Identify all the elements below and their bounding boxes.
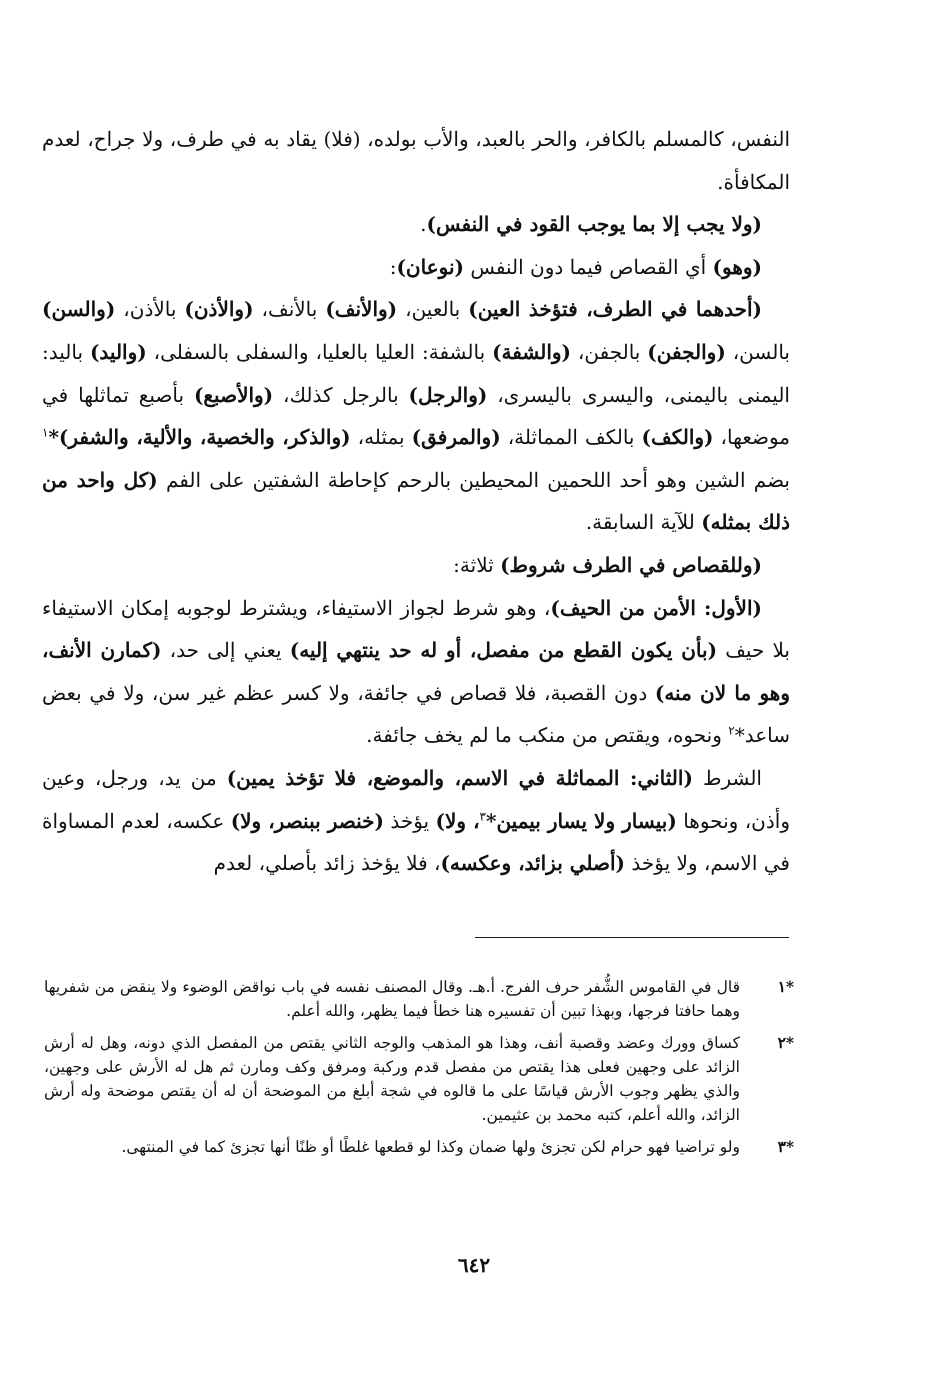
footnote-text: قال في القاموس الشُّفر حرف الفرج. أ.هـ. وقال المصنف نفسه في باب نواقض الوضوء ولا ينقض من شفريها وهما حافتا فرجها، وبهذا تبين أن تفسيره هنا خطأ فيما يظهر، والله أعلم.: [44, 978, 740, 1020]
bold-run: (واليد): [89, 339, 147, 364]
paragraph-3: [42, 246, 790, 289]
text-run: باليد: اليمنى باليمنى، واليسرى باليسرى،: [42, 339, 790, 407]
text-run: يعني إلى حد،: [161, 638, 290, 663]
bold-run: (وللقصاص في الطرف شروط): [500, 552, 762, 577]
text-run: بأصبع تماثلها في موضعها،: [42, 382, 790, 450]
text-run: بالرجل كذلك،: [273, 382, 409, 407]
text-run: .: [420, 212, 427, 237]
text-run: دون القصبة، فلا قصاص في جائفة، ولا كسر عظم غير سن، ولا في بعض ساعد*: [42, 680, 790, 748]
paragraph-7: [42, 757, 790, 885]
footnote-3: [44, 1135, 794, 1159]
bold-run: (والجفن): [647, 339, 726, 364]
bold-run: (والرجل): [408, 382, 488, 407]
bold-run: (الثاني: المماثلة في الاسم، والموضع، فلا تؤخذ يمين): [226, 765, 693, 790]
bold-run: (بأن يكون القطع من مفصل، أو له حد ينتهي إليه): [289, 638, 718, 663]
footnote-2: [44, 1031, 794, 1127]
footnote-mark: *٢: [777, 1033, 794, 1052]
text-run: أي القصاص فيما دون النفس: [463, 254, 713, 279]
text-run: بالسن،: [725, 339, 790, 364]
bold-run: (وهو): [712, 254, 762, 279]
paragraph-2: [42, 203, 790, 246]
text-run: بالكف المماثلة،: [500, 425, 642, 450]
footnote-ref-1[interactable]: ١: [42, 425, 49, 440]
text-run: للآية السابقة.: [585, 510, 702, 535]
bold-run: (أصلي بزائد، وعكسه): [440, 851, 626, 876]
footnotes: [44, 975, 794, 1167]
bold-run: (الأول: الأمن من الحيف): [550, 595, 762, 620]
footnote-separator: [475, 937, 789, 938]
paragraph-6: [42, 587, 790, 757]
bold-run: (ولا يجب إلا بما يوجب القود في النفس): [426, 212, 762, 237]
footnote-mark: *٣: [777, 1137, 794, 1156]
text-run: بمثله،: [350, 425, 412, 450]
footnote-ref-2[interactable]: ٢: [728, 723, 735, 738]
paragraph-5: [42, 544, 790, 587]
text-run: بالعين،: [397, 297, 469, 322]
text-run: ونحوه، ويقتص من منكب ما لم يخف جائفة.: [366, 723, 729, 748]
paragraph-1: [42, 118, 790, 203]
bold-run: ، ولا): [435, 808, 480, 833]
text-run: ، وهو شرط لجواز الاستيفاء، ويشترط لوجوبه إمكان الاستيفاء بلا حيف: [42, 595, 790, 663]
text-run: ثلاثة:: [453, 552, 501, 577]
bold-run: (والسن): [42, 297, 116, 322]
text-run: من يد، ورجل، وعين وأذن، ونحوها: [42, 765, 790, 833]
text-run: النفس، كالمسلم بالكافر، والحر بالعبد، والأب بولده، (فلا) يقاد به في طرف، ولا جراح، لعدم المكافأة.: [42, 127, 790, 194]
text-run: بالأذن،: [115, 297, 185, 322]
main-text: [42, 118, 790, 885]
bold-run: (كل واحد من ذلك بمثله): [42, 467, 790, 535]
text-run: بالأنف،: [253, 297, 326, 322]
paragraph-4: [42, 288, 790, 544]
footnote-ref-3[interactable]: ٣: [479, 808, 486, 823]
text-run: عكسه، لعدم المساواة في الاسم، ولا يؤخذ: [42, 808, 790, 876]
bold-run: (بيسار ولا يسار بيمين*: [485, 808, 677, 833]
footnote-text: ولو تراضيا فهو حرام لكن تجزئ ولها ضمان وكذا لو قطعها غلطًا أو ظنًا أنها تجزئ كما في المنتهى.: [121, 1138, 740, 1156]
text-run: الشرط: [692, 765, 762, 790]
bold-run: (والشفة): [492, 339, 571, 364]
text-run: ، فلا يؤخذ زائد بأصلي، لعدم: [213, 851, 441, 876]
bold-run: (والمرفق): [411, 425, 501, 450]
footnote-1: [44, 975, 794, 1023]
bold-run: (والذكر، والخصية، والألية، والشفر)*: [48, 425, 351, 450]
page-number: ٦٤٢: [457, 1253, 491, 1277]
text-run: بالجفن،: [571, 339, 648, 364]
bold-run: (نوعان): [396, 254, 464, 279]
text-run: بضم الشين وهو أحد اللحمين المحيطين بالرحم كإحاطة الشفتين على الفم: [157, 467, 790, 492]
bold-run: (والأنف): [325, 297, 398, 322]
bold-run: (والأصبع): [193, 382, 274, 407]
bold-run: (كمارن الأنف، وهو ما لان منه): [42, 638, 790, 705]
text-run: :: [389, 254, 397, 279]
bold-run: (والكف): [641, 425, 714, 450]
bold-run: (أحدهما في الطرف، فتؤخذ العين): [468, 297, 762, 322]
footnote-mark: *١: [777, 977, 794, 996]
text-run: بالشفة: العليا بالعليا، والسفلى بالسفلى،: [146, 339, 493, 364]
footnote-text: كساق وورك وعضد وقصبة أنف، وهذا هو المذهب والوجه الثاني يقتص من المفصل الذي دونه، وهل له أرش الزائد على وجهين فعلى هذا يقتص من مفصل قدم وركبة ومرفق وكف ومارن ثم هل له الأرش على وجهين، والذي يظهر وجوب الأرش قياسًا على ما قالوه في شجة أبلغ من الموضحة أن له أن يقتص موضحة وله أرش الزائد، والله أعلم، كتبه محمد بن عثيمين.: [44, 1034, 740, 1124]
text-run: يؤخذ: [383, 808, 436, 833]
bold-run: (خنصر ببنصر، ولا): [230, 808, 384, 833]
bold-run: (والأذن): [184, 297, 254, 322]
